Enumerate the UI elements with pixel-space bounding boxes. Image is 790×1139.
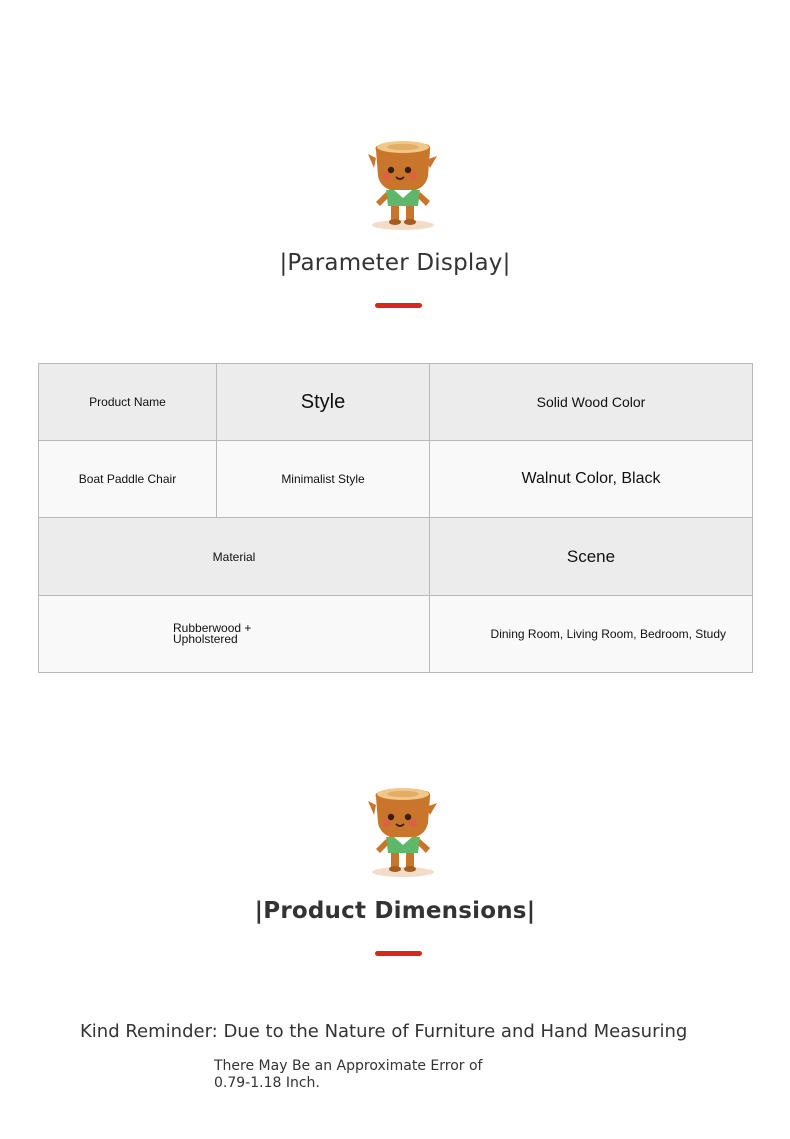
product-name-label: Product Name [39, 364, 217, 441]
parameter-table [38, 363, 753, 673]
material-value-line2: Upholstered [173, 632, 238, 646]
product-dimensions-title: |Product Dimensions| [254, 898, 536, 924]
kind-reminder-headline: Kind Reminder: Due to the Nature of Furniture and Hand Measuring [80, 1021, 688, 1042]
material-value [39, 596, 430, 673]
product-name-value: Boat Paddle Chair [39, 441, 217, 518]
wood-stump-mascot-icon [364, 785, 440, 879]
table-row [39, 364, 753, 441]
note-line2: 0.79-1.18 Inch. [214, 1075, 320, 1091]
title-underline-bar [375, 951, 422, 956]
style-value: Minimalist Style [217, 441, 430, 518]
table-row [39, 596, 753, 673]
scene-label: Scene [430, 518, 753, 596]
scene-value: Dining Room, Living Room, Bedroom, Study [430, 596, 753, 673]
measurement-error-note [214, 1058, 514, 1092]
solid-wood-color-value: Walnut Color, Black [430, 441, 753, 518]
material-label: Material [39, 518, 430, 596]
wood-stump-mascot-icon [364, 138, 440, 232]
solid-wood-color-label: Solid Wood Color [430, 364, 753, 441]
style-label: Style [217, 364, 430, 441]
material-value-line1: Rubberwood + [173, 621, 252, 635]
table-row [39, 441, 753, 518]
title-underline-bar [375, 303, 422, 308]
note-line1: There May Be an Approximate Error of [214, 1058, 483, 1074]
parameter-display-title: |Parameter Display| [279, 250, 511, 276]
table-row [39, 518, 753, 596]
